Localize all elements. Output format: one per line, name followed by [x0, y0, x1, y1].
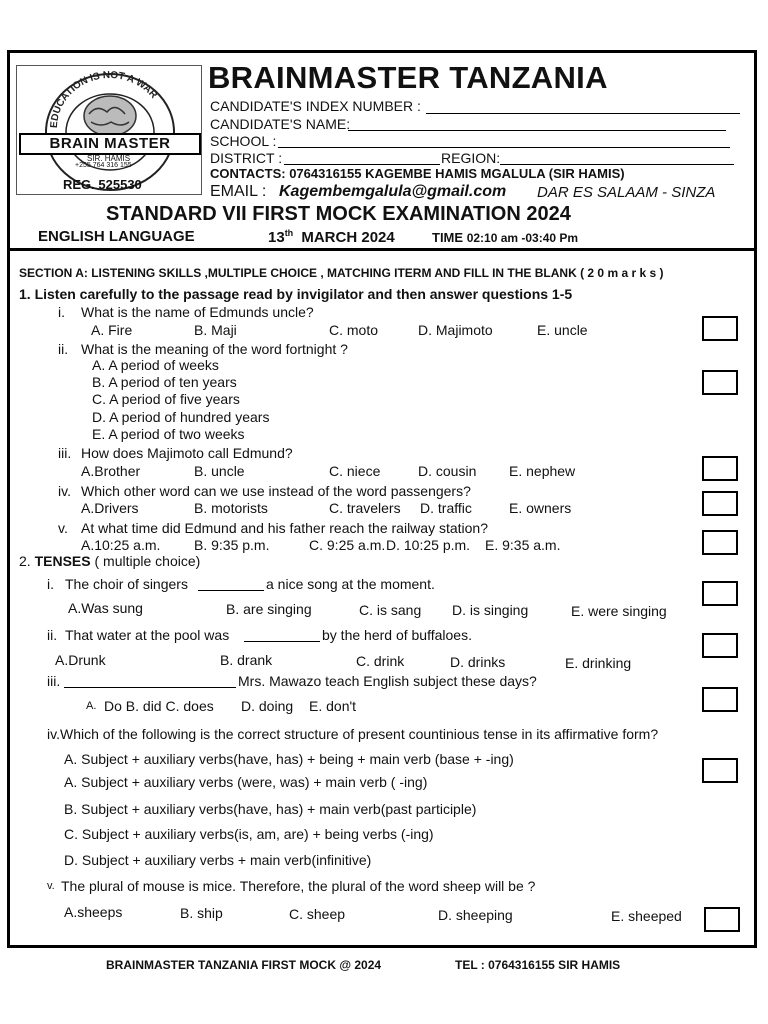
- q1-i-text: What is the name of Edmunds uncle?: [81, 304, 314, 320]
- q1-iii-opt-c[interactable]: C. niece: [329, 463, 381, 479]
- q1-i-opt-c[interactable]: C. moto: [329, 322, 379, 338]
- q1-ii-opt-e[interactable]: E. A period of two weeks: [92, 426, 245, 442]
- q2-i-opt-c[interactable]: C. is sang: [359, 602, 422, 618]
- answer-box-q1-i[interactable]: [702, 316, 738, 341]
- index-number-field[interactable]: [426, 113, 740, 114]
- q2-iii-opt-a-label: A.: [86, 700, 97, 712]
- q1-i-num: i.: [58, 304, 65, 320]
- answer-box-q1-ii[interactable]: [702, 370, 738, 395]
- q2-v-opt-b[interactable]: B. ship: [180, 905, 223, 921]
- section-title: SECTION A: LISTENING SKILLS ,MULTIPLE CHOICE , MATCHING ITERM AND FILL IN THE BLANK ( 2 0 m a r k s ): [19, 266, 664, 280]
- q2-v-opt-e[interactable]: E. sheeped: [611, 908, 682, 924]
- q1-iv-opt-b[interactable]: B. motorists: [194, 500, 268, 516]
- answer-box-q2-i[interactable]: [702, 581, 738, 606]
- q2-iv-num: iv.: [47, 726, 60, 742]
- q1-ii-num: ii.: [58, 341, 69, 357]
- q1-ii-opt-c[interactable]: C. A period of five years: [92, 391, 240, 407]
- exam-time: [432, 230, 578, 245]
- q2-ii-opt-b[interactable]: B. drank: [220, 652, 273, 668]
- q2-iv-opt-1[interactable]: A. Subject + auxiliary verbs(have, has) + being + main verb (base + -ing): [64, 751, 514, 767]
- q1-i-opt-a[interactable]: A. Fire: [91, 322, 133, 338]
- answer-box-q2-iv[interactable]: [702, 758, 738, 783]
- q2-ii-opt-d[interactable]: D. drinks: [450, 654, 506, 670]
- time-label: TIME: [432, 230, 464, 245]
- logo-ring-text: EDUCATION IS NOT A WAR: [48, 69, 160, 129]
- q2-ii-blank[interactable]: [244, 641, 320, 642]
- q1-v-opt-a[interactable]: A.10:25 a.m.: [81, 537, 161, 553]
- q2-ii-post: by the herd of buffaloes.: [322, 627, 472, 643]
- q2-v-opt-c[interactable]: C. sheep: [289, 906, 346, 922]
- q2-i-opt-a[interactable]: A.Was sung: [68, 600, 143, 616]
- region-field[interactable]: [500, 164, 734, 165]
- footer-right: TEL : 0764316155 SIR HAMIS: [455, 958, 621, 972]
- logo-box: [16, 65, 202, 195]
- q1-v-opt-e[interactable]: E. 9:35 a.m.: [485, 537, 561, 553]
- q1-i-opt-b[interactable]: B. Maji: [194, 322, 237, 338]
- q1-iv-text: Which other word can we use instead of the word passengers?: [81, 483, 471, 499]
- district-label: DISTRICT :: [210, 150, 283, 166]
- q1-iii-opt-b[interactable]: B. uncle: [194, 463, 245, 479]
- exam-title: STANDARD VII FIRST MOCK EXAMINATION 2024: [106, 203, 571, 225]
- time-value: 02:10 am -03:40 Pm: [466, 231, 579, 245]
- q2-ii-num: ii.: [47, 627, 58, 643]
- q1-iii-text: How does Majimoto call Edmund?: [81, 445, 293, 461]
- q2-iv-opt-3[interactable]: B. Subject + auxiliary verbs(have, has) + main verb(past participle): [64, 801, 477, 817]
- answer-box-q1-iv[interactable]: [702, 491, 738, 516]
- q1-ii-opt-d[interactable]: D. A period of hundred years: [92, 409, 270, 425]
- q2-i-post: a nice song at the moment.: [266, 576, 435, 592]
- subject: ENGLISH LANGUAGE: [38, 228, 195, 245]
- answer-box-q2-ii[interactable]: [702, 633, 738, 658]
- q1-iv-opt-d[interactable]: D. traffic: [420, 500, 472, 516]
- q2-iii-opt-e[interactable]: E. don't: [309, 698, 357, 714]
- q1-v-opt-b[interactable]: B. 9:35 p.m.: [194, 537, 270, 553]
- q2-i-opt-d[interactable]: D. is singing: [452, 602, 529, 618]
- candidate-name-label: CANDIDATE'S NAME:: [210, 116, 351, 132]
- q1-v-num: v.: [58, 520, 68, 536]
- date-day: 13: [268, 229, 285, 246]
- q2-rest: ( multiple choice): [94, 553, 201, 569]
- q2-ii-opt-e[interactable]: E. drinking: [565, 655, 632, 671]
- q2-iv-opt-2[interactable]: A. Subject + auxiliary verbs (were, was) + main verb ( -ing): [64, 774, 428, 790]
- email-address: Kagembemgalula@gmail.com: [279, 183, 507, 200]
- exam-date: [268, 228, 395, 246]
- q1-v-opt-c[interactable]: C. 9:25 a.m.: [309, 537, 386, 553]
- q1-i-opt-d[interactable]: D. Majimoto: [418, 322, 493, 338]
- district-field[interactable]: [284, 164, 440, 165]
- candidate-name-field[interactable]: [348, 130, 726, 131]
- q1-iii-opt-d[interactable]: D. cousin: [418, 463, 477, 479]
- q2-i-pre: The choir of singers: [65, 576, 188, 592]
- q2-iii-post: Mrs. Mawazo teach English subject these days?: [238, 673, 537, 689]
- q2-num: 2.: [19, 553, 31, 569]
- q1-iii-opt-a[interactable]: A.Brother: [81, 463, 141, 479]
- q2-bold: TENSES: [34, 553, 91, 569]
- q1-ii-text: What is the meaning of the word fortnight ?: [81, 341, 348, 357]
- answer-box-q1-v[interactable]: [702, 530, 738, 555]
- q2-i-opt-b[interactable]: B. are singing: [226, 601, 312, 617]
- q2-i-opt-e[interactable]: E. were singing: [571, 603, 667, 619]
- q2-v-text: The plural of mouse is mice. Therefore, the plural of the word sheep will be ?: [61, 878, 536, 894]
- answer-box-q1-iii[interactable]: [702, 456, 738, 481]
- q2-ii-opt-a[interactable]: A.Drunk: [55, 652, 106, 668]
- q2-iv-opt-5[interactable]: D. Subject + auxiliary verbs + main verb(infinitive): [64, 852, 372, 868]
- q2-iii-opt-abc[interactable]: Do B. did C. does: [104, 698, 214, 714]
- region-label: REGION:: [441, 150, 501, 166]
- q1-iv-num: iv.: [58, 483, 71, 499]
- footer-left: BRAINMASTER TANZANIA FIRST MOCK @ 2024: [106, 958, 382, 972]
- q2-iii-blank[interactable]: [64, 687, 236, 688]
- q2-v-num: v.: [47, 880, 55, 892]
- q1-v-opt-d[interactable]: D. 10:25 p.m.: [386, 537, 471, 553]
- q2-iv-opt-4[interactable]: C. Subject + auxiliary verbs(is, am, are) + being verbs (-ing): [64, 826, 434, 842]
- question-1-heading: 1. Listen carefully to the passage read by invigilator and then answer questions 1-5: [19, 286, 573, 302]
- q2-i-num: i.: [47, 576, 54, 592]
- logo-emblem: [17, 66, 201, 194]
- q1-iv-opt-e[interactable]: E. owners: [509, 500, 572, 516]
- q2-iii-opt-d[interactable]: D. doing: [241, 698, 294, 714]
- header-divider: [7, 248, 757, 251]
- school-label: SCHOOL :: [210, 133, 277, 149]
- logo-phone: +255 764 316 155: [75, 162, 132, 169]
- logo-sub: SIR. HAMIS: [87, 154, 131, 163]
- q1-iv-opt-a[interactable]: A.Drivers: [81, 500, 139, 516]
- logo-reg: REG. 525530: [63, 177, 142, 192]
- email-label: EMAIL :: [210, 183, 267, 200]
- q1-v-text: At what time did Edmund and his father reach the railway station?: [81, 520, 488, 536]
- q2-iii-num: iii.: [47, 673, 61, 689]
- q2-i-blank[interactable]: [198, 590, 264, 591]
- q2-v-opt-a[interactable]: A.sheeps: [64, 904, 123, 920]
- q1-i-opt-e[interactable]: E. uncle: [537, 322, 588, 338]
- index-number-label: CANDIDATE'S INDEX NUMBER :: [210, 98, 421, 114]
- school-field[interactable]: [278, 147, 730, 148]
- q2-ii-opt-c[interactable]: C. drink: [356, 653, 405, 669]
- q1-iii-num: iii.: [58, 445, 72, 461]
- date-sup: th: [284, 228, 294, 238]
- q2-iv-text: Which of the following is the correct structure of present countinious tense in its affirmative form?: [60, 726, 659, 742]
- page-title: BRAINMASTER TANZANIA: [208, 60, 608, 95]
- question-2-heading: [19, 553, 200, 569]
- q2-v-opt-d[interactable]: D. sheeping: [438, 907, 513, 923]
- logo-brand-name: BRAIN MASTER: [19, 133, 201, 155]
- answer-box-q2-iii[interactable]: [702, 687, 738, 712]
- q2-ii-pre: That water at the pool was: [65, 627, 230, 643]
- q1-ii-opt-b[interactable]: B. A period of ten years: [92, 374, 237, 390]
- location: DAR ES SALAAM - SINZA: [537, 184, 716, 201]
- date-rest: MARCH 2024: [301, 229, 395, 246]
- contacts-line: CONTACTS: 0764316155 KAGEMBE HAMIS MGALULA (SIR HAMIS): [210, 166, 625, 181]
- answer-box-q2-v[interactable]: [704, 907, 740, 932]
- q1-iii-opt-e[interactable]: E. nephew: [509, 463, 576, 479]
- q1-iv-opt-c[interactable]: C. travelers: [329, 500, 401, 516]
- q1-ii-opt-a[interactable]: A. A period of weeks: [92, 357, 219, 373]
